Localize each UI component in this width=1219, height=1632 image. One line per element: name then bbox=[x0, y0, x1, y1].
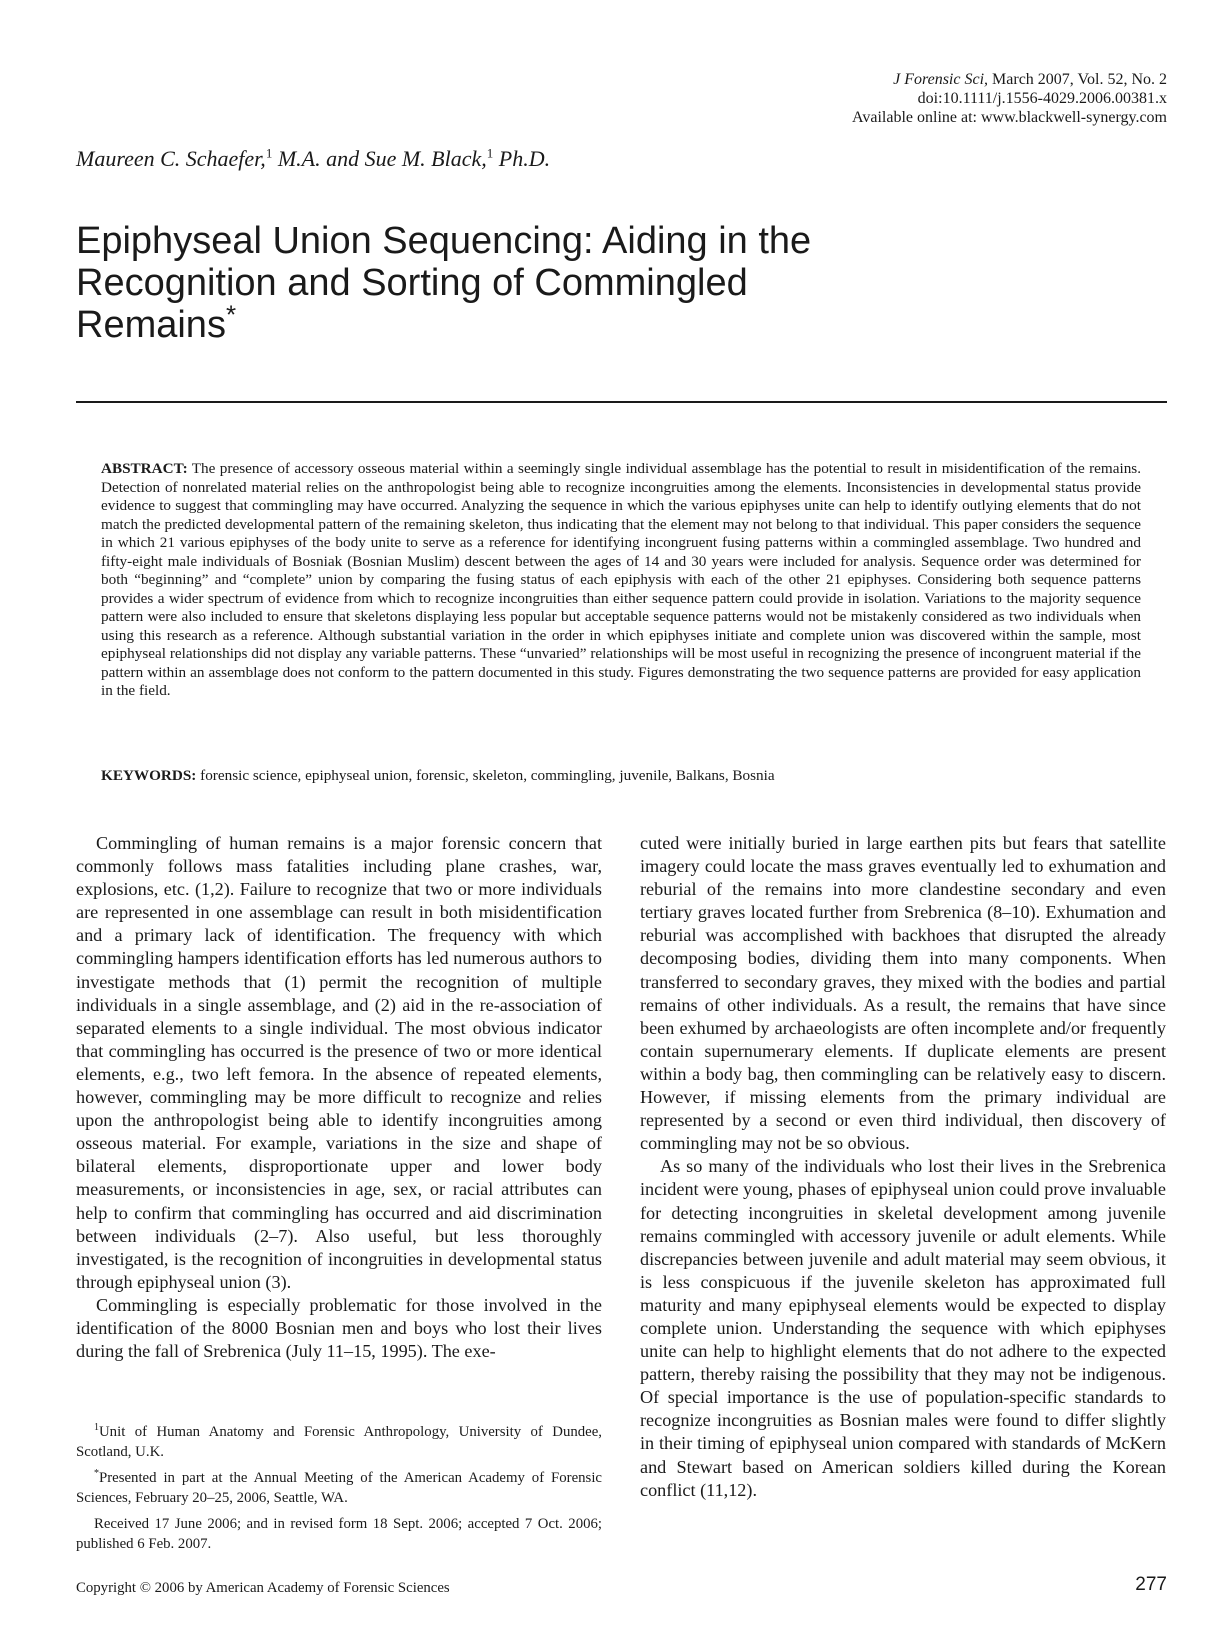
abstract-label: ABSTRACT: bbox=[101, 460, 188, 477]
journal-citation bbox=[852, 70, 1167, 89]
copyright-notice: Copyright © 2006 by American Academy of Forensic Sciences bbox=[76, 1580, 450, 1596]
keywords-label: KEYWORDS: bbox=[101, 767, 197, 784]
body-paragraph: Commingling of human remains is a major forensic concern that commonly follows mass fatalities including plane crashes, war, explosions, etc. (1,2). Failure to recognize that two or more individuals are represented in one assemblage can result in both misidentification and a primary lack of identification. The frequency with which commingling hampers identification efforts has led numerous authors to investigate methods that (1) permit the recognition of multiple individuals in a single assemblage, and (2) aid in the re-association of separated elements to a single individual. The most obvious indicator that commingling has occurred is the presence of two or more identical elements, e.g., two left femora. In the absence of repeated elements, however, commingling may be more difficult to recognize and relies upon the anthropologist being able to identify incongruities among osseous material. For example, variations in the size and shape of bilateral elements, disproportionate upper and lower body measurements, or inconsistencies in age, sex, or racial attributes can help to confirm that commingling has occurred and aid discrimination between individuals (2–7). Also useful, but less thoroughly investigated, is the recognition of incongruities in developmental status through epiphyseal union (3). bbox=[76, 833, 602, 1292]
body-paragraph: cuted were initially buried in large earthen pits but fears that satellite imagery could locate the mass graves eventually led to exhumation and reburial of the remains into more clandestine secondary and even tertiary graves located further from Srebrenica (8–10). Exhumation and reburial was accomplished with backhoes that disrupted the already decomposing bodies, dividing them into many components. When transferred to secondary graves, they mixed with the bodies and partial remains of other individuals. As a result, the remains that have since been exhumed by archaeologists are often incomplete and/or frequently contain supernumerary elements. If duplicate elements are present within a body bag, then commingling can be relatively easy to discern. However, if missing elements from the primary individual are represented by a second or even third individual, then discovery of commingling may not be so obvious. bbox=[640, 833, 1166, 1154]
paper-title bbox=[76, 220, 836, 346]
author-2-affiliation-mark: 1 bbox=[486, 145, 494, 161]
footnote-mark: * bbox=[94, 1468, 99, 1480]
paper-title-text: Epiphyseal Union Sequencing: Aiding in the Recognition and Sorting of Commingled Remains bbox=[76, 220, 812, 346]
footnote-received: Received 17 June 2006; and in revised form 18 Sept. 2006; accepted 7 Oct. 2006; published 6 Feb. 2007. bbox=[76, 1516, 602, 1552]
footnote-presentation bbox=[76, 1468, 602, 1508]
author-1-name: Maureen C. Schaefer, bbox=[76, 146, 266, 171]
body-column-left bbox=[76, 832, 602, 1363]
journal-header bbox=[852, 70, 1167, 127]
body-column-right bbox=[640, 832, 1166, 1502]
author-line bbox=[76, 146, 550, 172]
abstract bbox=[101, 460, 1141, 701]
doi: doi:10.1111/j.1556-4029.2006.00381.x bbox=[917, 90, 1167, 107]
body-paragraph: Commingling is especially problematic for those involved in the identification of the 8000 Bosnian men and boys who lost their lives during the fall of Srebrenica (July 11–15, 1995). The exe- bbox=[76, 1294, 602, 1362]
body-paragraph: As so many of the individuals who lost their lives in the Srebrenica incident were young, phases of epiphyseal union could prove invaluable for detecting incongruities in skeletal development among juvenile remains commingled with accessory juvenile or adult elements. While discrepancies between juvenile and adult material may seem obvious, it is less conspicuous if the juvenile skeleton has approximated full maturity and many epiphyseal elements would be expected to display complete union. Understanding the sequence with which epiphyses unite can help to highlight elements that do not adhere to the expected pattern, thereby raising the possibility that they may not be indigenous. Of special importance is the use of population-specific standards to recognize incongruities as Bosnian males were found to differ slightly in their timing of epiphyseal union compared with standards of McKern and Stewart based on American soldiers killed during the Korean conflict (11,12). bbox=[640, 1156, 1166, 1500]
keywords bbox=[101, 767, 1141, 785]
footnote-text: Unit of Human Anatomy and Forensic Anthropology, University of Dundee, Scotland, U.K. bbox=[76, 1424, 602, 1460]
footnote-mark: 1 bbox=[94, 1422, 99, 1434]
author-1-affiliation-mark: 1 bbox=[265, 145, 273, 161]
abstract-text: The presence of accessory osseous material within a seemingly single individual assemblage has the potential to result in misidentification of the remains. Detection of nonrelated material relies on the anthropologist being able to recognize incongruities among the elements. Inconsistencies in developmental status provide evidence to suggest that commingling may have occurred. Analyzing the sequence in which the various epiphyses unite can help to identify outlying elements that do not match the predicted developmental pattern of the remaining skeleton, thus indicating that the element may not belong to that individual. This paper considers the sequence in which 21 various epiphyses of the body unite to serve as a reference for identifying incongruent fusing patterns within a commingled assemblage. Two hundred and fifty-eight male individuals of Bosniak (Bosnian Muslim) descent between the ages of 14 and 30 years were included for analysis. Sequence order was determined for both “beginning” and “complete” union by comparing the fusing status of each epiphysis with each of the other 21 epiphyses. Considering both sequence patterns provides a wider spectrum of evidence from which to recognize incongruities than either sequence pattern could provide in isolation. Variations to the majority sequence pattern were also included to ensure that skeletons displaying less popular but acceptable sequence patterns would not be mistakenly considered as two individuals when using this research as a reference. Although substantial variation in the order in which epiphyses initiate and complete union was discovered within the sample, most epiphyseal relationships did not display any variable patterns. These “unvaried” relationships will be most useful in recognizing the presence of incongruent material if the pattern within an assemblage does not conform to the pattern documented in this study. Figures demonstrating the two sequence patterns are provided for easy application in the field. bbox=[101, 460, 1141, 699]
title-footnote-mark: * bbox=[225, 299, 237, 330]
page-number: 277 bbox=[1135, 1574, 1167, 1595]
journal-name: J Forensic Sci, bbox=[893, 71, 989, 88]
footnote-text: Presented in part at the Annual Meeting of the American Academy of Forensic Sciences, February 20–25, 2006, Seattle, WA. bbox=[76, 1470, 602, 1506]
footnote-affiliation bbox=[76, 1422, 602, 1462]
footnotes bbox=[76, 1422, 602, 1560]
journal-issue: March 2007, Vol. 52, No. 2 bbox=[992, 71, 1167, 88]
title-divider bbox=[76, 401, 1167, 403]
author-2-name: M.A. and Sue M. Black, bbox=[272, 146, 487, 171]
online-availability: Available online at: www.blackwell-synergy.com bbox=[851, 109, 1167, 126]
keywords-text: forensic science, epiphyseal union, forensic, skeleton, commingling, juvenile, Balkans, Bosnia bbox=[200, 767, 775, 784]
author-2-degree: Ph.D. bbox=[493, 146, 551, 171]
